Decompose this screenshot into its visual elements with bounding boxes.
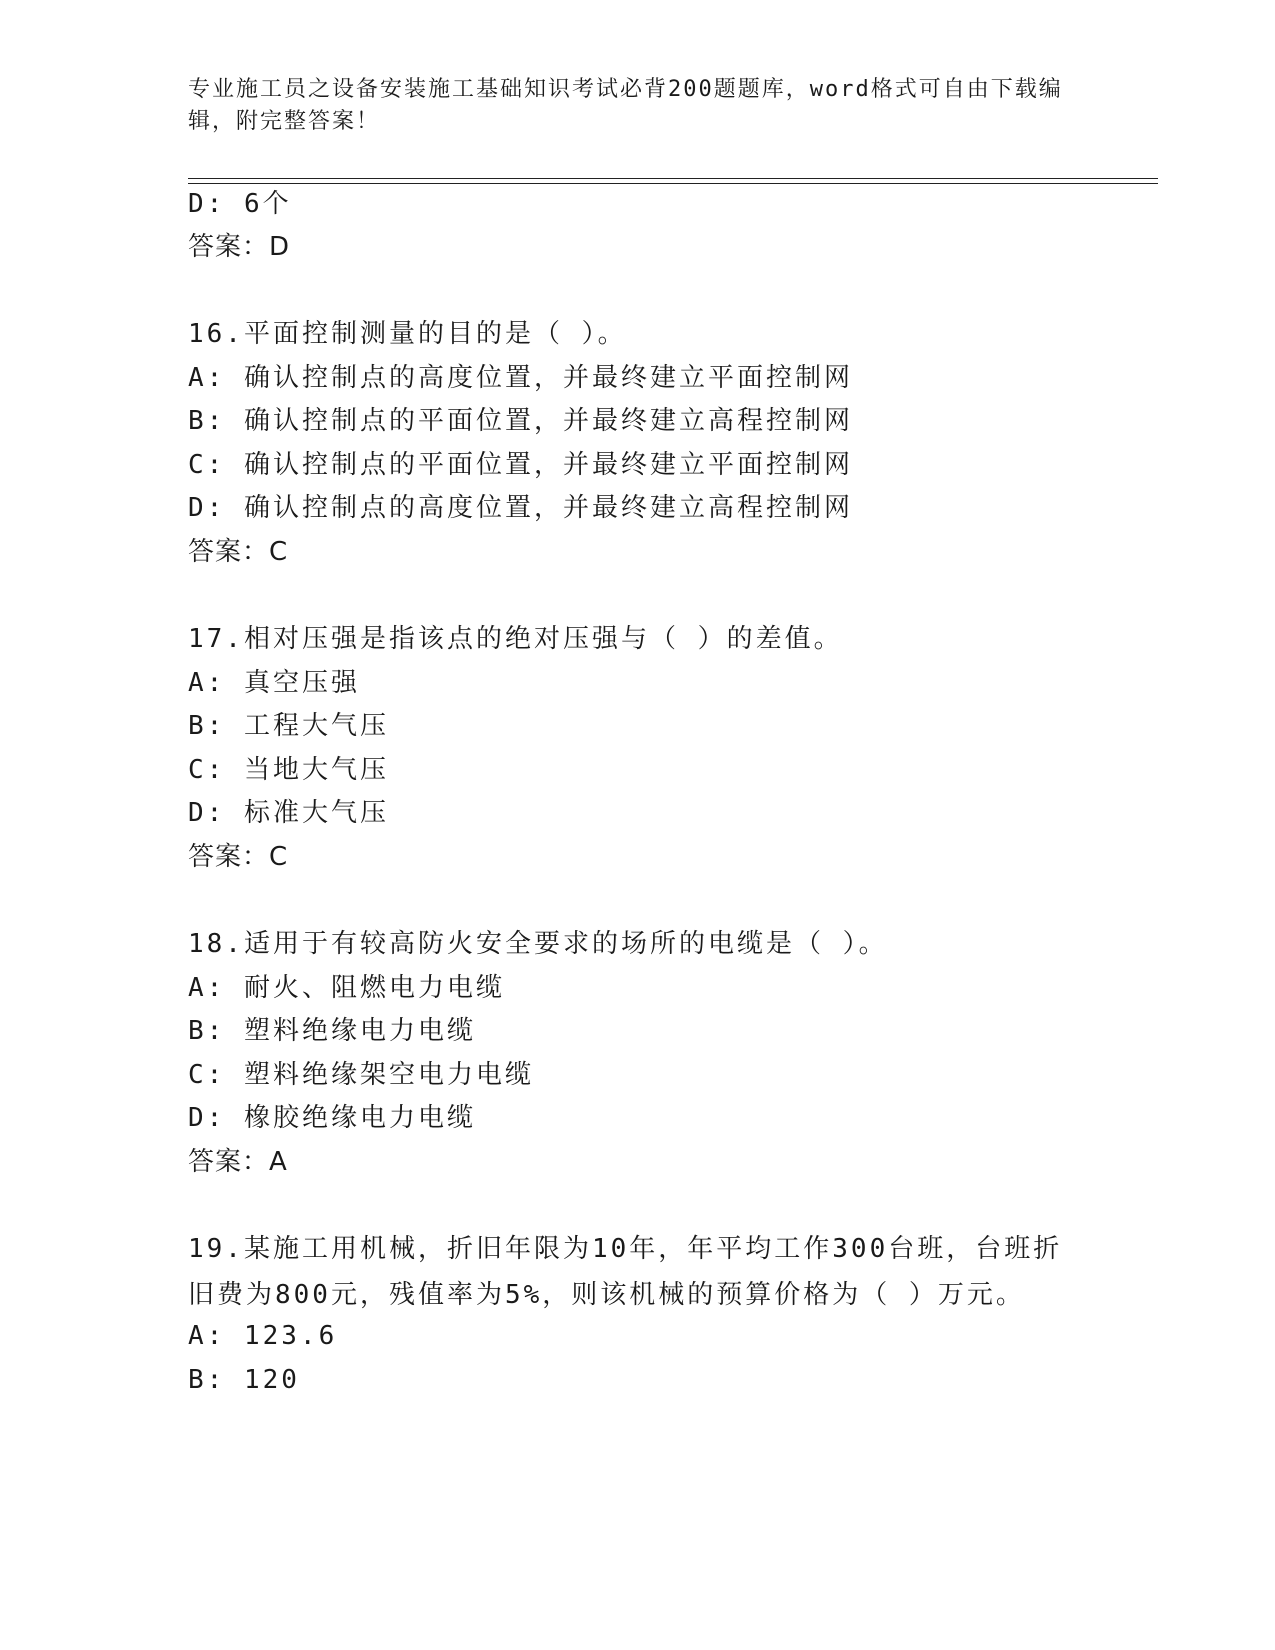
question-17: 17.相对压强是指该点的绝对压强与（ ）的差值。 [188,624,843,654]
question-16: 16.平面控制测量的目的是（ ）。 [188,319,627,349]
answer: 答案：D [188,232,291,262]
option-d: D: 标准大气压 [188,798,389,828]
option-d: D: 橡胶绝缘电力电缆 [188,1103,476,1133]
header-divider-double [188,183,1158,184]
question-19: 19.某施工用机械，折旧年限为10年，年平均工作300台班，台班折旧费为800元，残值率为5%，则该机械的预算价格为（ ）万元。 [188,1234,1063,1310]
header-divider [188,178,1158,179]
option-d: D: 6个 [188,189,292,219]
document-header: 专业施工员之设备安装施工基础知识考试必背200题题库，word格式可自由下载编辑，附完整答案！ [188,77,1063,134]
option-b: B: 120 [188,1365,300,1395]
option-c: C: 确认控制点的平面位置，并最终建立平面控制网 [188,450,853,480]
option-d: D: 确认控制点的高度位置，并最终建立高程控制网 [188,493,853,523]
answer: 答案：A [188,1147,288,1177]
option-b: B: 塑料绝缘电力电缆 [188,1016,476,1046]
option-c: C: 塑料绝缘架空电力电缆 [188,1060,534,1090]
question-18: 18.适用于有较高防火安全要求的场所的电缆是（ ）。 [188,929,888,959]
option-b: B: 确认控制点的平面位置，并最终建立高程控制网 [188,406,853,436]
option-b: B: 工程大气压 [188,711,389,741]
option-a: A: 真空压强 [188,668,360,698]
answer: 答案：C [188,842,289,872]
option-a: A: 耐火、阻燃电力电缆 [188,973,505,1003]
option-a: A: 确认控制点的高度位置，并最终建立平面控制网 [188,363,853,393]
option-c: C: 当地大气压 [188,755,389,785]
answer: 答案：C [188,537,289,567]
option-a: A: 123.6 [188,1321,338,1351]
